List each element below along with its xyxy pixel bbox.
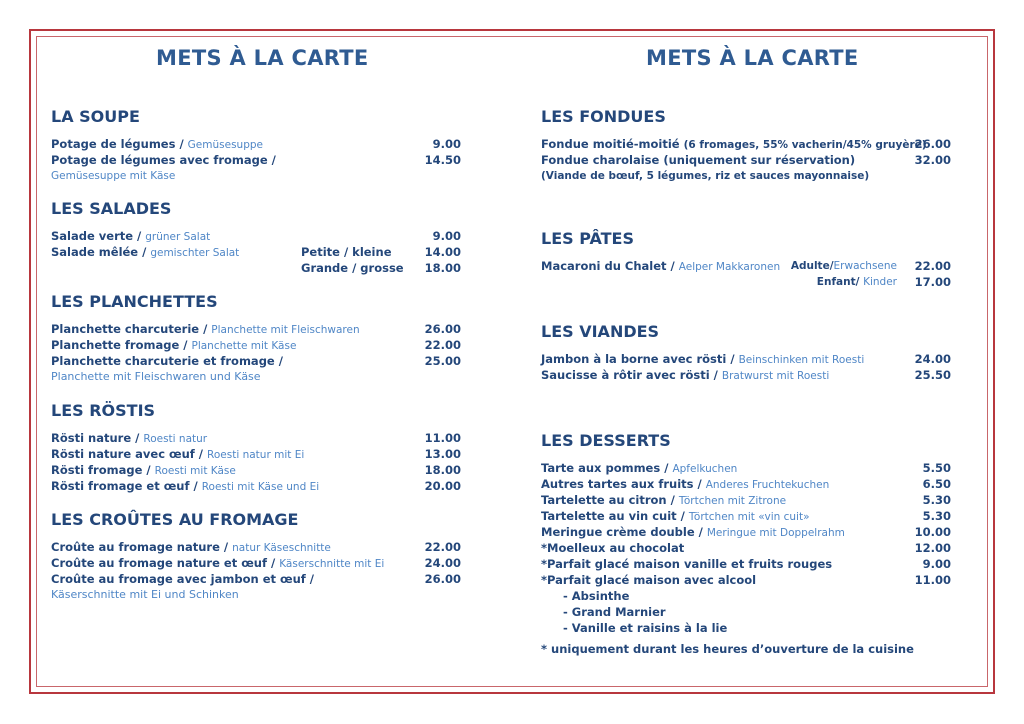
item-translation: Käserschnitte mit Ei und Schinken <box>51 588 239 601</box>
menu-item: Salade mêlée / gemischter Salat Petite / kleine 14.00 <box>51 245 461 259</box>
menu-item: Macaroni du Chalet / Aelper Makkaronen Adulte/Erwachsene 22.00 <box>541 259 951 273</box>
menu-item: Tarte aux pommes / Apfelkuchen 5.50 <box>541 461 951 475</box>
section-salades <box>51 199 463 276</box>
menu-item: Autres tartes aux fruits / Anderes Fruchtekuchen 6.50 <box>541 477 951 491</box>
kitchen-hours-note: * uniquement durant les heures d’ouverture de la cuisine <box>541 642 914 656</box>
menu-item: Fondue moitié-moitié (6 fromages, 55% vacherin/45% gruyère) 26.00 <box>541 137 951 151</box>
section-heading: LES SALADES <box>51 199 172 218</box>
menu-item: *Parfait glacé maison vanille et fruits rouges 9.00 <box>541 557 951 571</box>
menu-item: Saucisse à rôtir avec rösti / Bratwurst mit Roesti 25.50 <box>541 368 951 382</box>
item-detail: (Viande de bœuf, 5 légumes, riz et sauces mayonnaise) <box>541 170 870 182</box>
menu-item: Rösti nature / Roesti natur 11.00 <box>51 431 461 445</box>
menu-item: Potage de légumes / Gemüsesuppe 9.00 <box>51 137 461 151</box>
section-heading: LES VIANDES <box>541 322 660 341</box>
section-fondues <box>541 107 953 184</box>
menu-item: Fondue charolaise (uniquement sur réservation) 32.00 <box>541 153 951 167</box>
menu-item: *Moelleux au chocolat 12.00 <box>541 541 951 555</box>
menu-item: Croûte au fromage avec jambon et œuf / 26.00 <box>51 572 461 586</box>
menu-item: Rösti nature avec œuf / Roesti natur mit Ei 13.00 <box>51 447 461 461</box>
menu-item: Meringue crème double / Meringue mit Doppelrahm 10.00 <box>541 525 951 539</box>
dessert-option: - Grand Marnier <box>563 605 666 619</box>
item-translation: Planchette mit Fleischwaren und Käse <box>51 370 261 383</box>
menu-item: Potage de légumes avec fromage / 14.50 <box>51 153 461 167</box>
section-heading: LA SOUPE <box>51 107 140 126</box>
menu-item: Salade verte / grüner Salat 9.00 <box>51 229 461 243</box>
menu-item: Planchette charcuterie et fromage / 25.00 <box>51 354 461 368</box>
menu-item: Tartelette au vin cuit / Törtchen mit «vin cuit» 5.30 <box>541 509 951 523</box>
left-title: METS À LA CARTE <box>156 46 369 70</box>
menu-item: Jambon à la borne avec rösti / Beinschinken mit Roesti 24.00 <box>541 352 951 366</box>
dessert-option: - Vanille et raisins à la lie <box>563 621 728 635</box>
section-heading: LES RÖSTIS <box>51 401 156 420</box>
section-heading: LES PLANCHETTES <box>51 292 218 311</box>
section-viandes <box>541 322 953 383</box>
section-heading: LES PÂTES <box>541 229 634 248</box>
section-soupe <box>51 107 463 184</box>
section-heading: LES DESSERTS <box>541 431 671 450</box>
menu-item: Croûte au fromage nature et œuf / Käserschnitte mit Ei 24.00 <box>51 556 461 570</box>
section-planchettes <box>51 292 463 385</box>
menu-item: Grande / grosse 18.00 <box>301 261 461 275</box>
section-desserts <box>541 431 953 636</box>
right-title: METS À LA CARTE <box>646 46 859 70</box>
section-heading: LES CROÛTES AU FROMAGE <box>51 510 299 529</box>
dessert-option: - Absinthe <box>563 589 630 603</box>
menu-item: Enfant/ Kinder 17.00 <box>816 275 951 289</box>
section-rostis <box>51 401 463 494</box>
menu-item: *Parfait glacé maison avec alcool 11.00 <box>541 573 951 587</box>
menu-item: Tartelette au citron / Törtchen mit Zitrone 5.30 <box>541 493 951 507</box>
section-heading: LES FONDUES <box>541 107 666 126</box>
item-translation: Gemüsesuppe mit Käse <box>51 170 176 182</box>
menu-item: Croûte au fromage nature / natur Käseschnitte 22.00 <box>51 540 461 554</box>
menu-item: Rösti fromage et œuf / Roesti mit Käse und Ei 20.00 <box>51 479 461 493</box>
menu-item: Rösti fromage / Roesti mit Käse 18.00 <box>51 463 461 477</box>
section-croutes <box>51 510 463 603</box>
menu-item: Planchette charcuterie / Planchette mit Fleischwaren 26.00 <box>51 322 461 336</box>
menu-item: Planchette fromage / Planchette mit Käse 22.00 <box>51 338 461 352</box>
section-pates <box>541 229 953 290</box>
